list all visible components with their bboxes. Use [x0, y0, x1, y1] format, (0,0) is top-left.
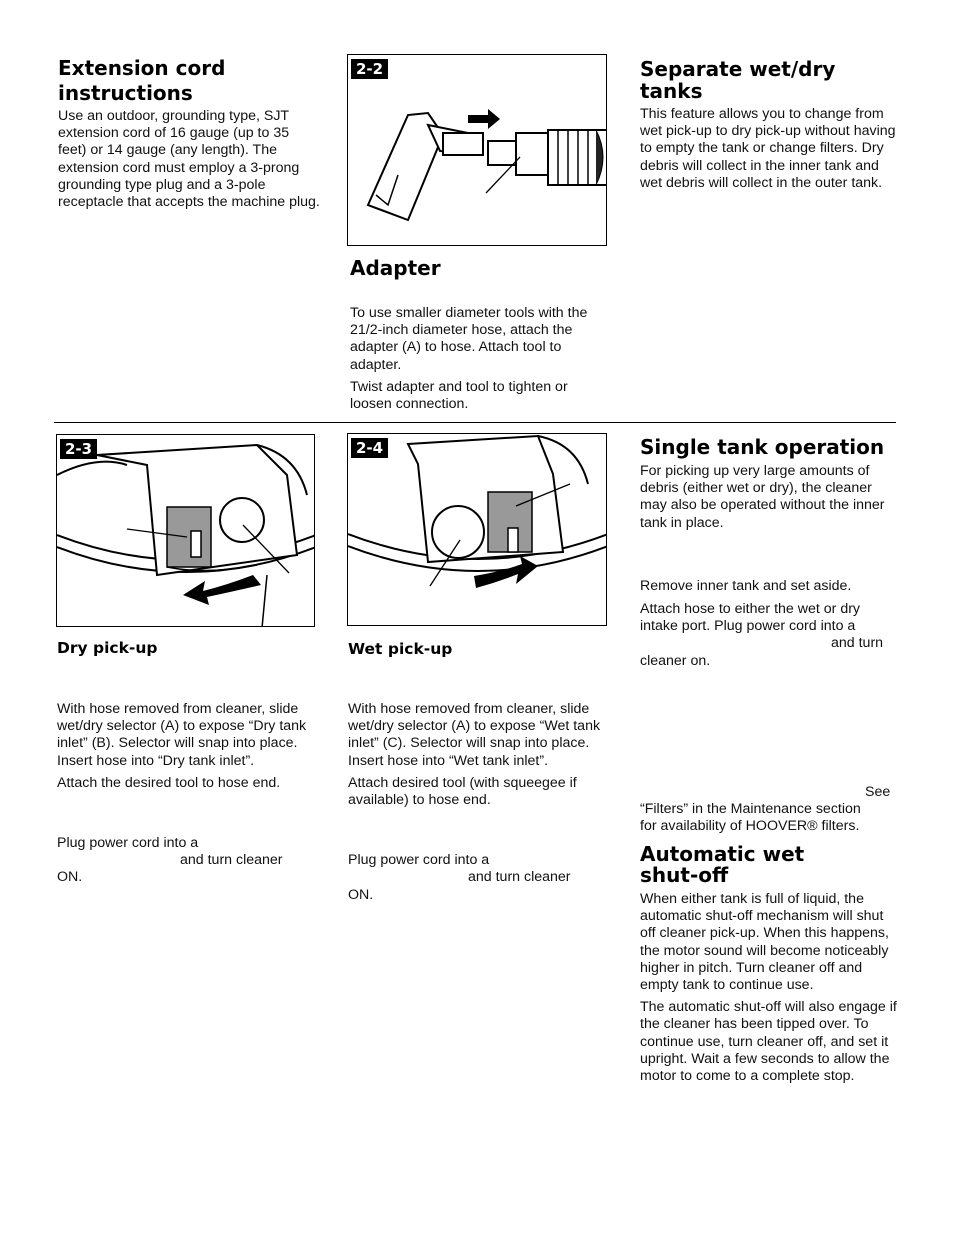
figure-2-4 — [347, 433, 607, 626]
extension-heading-line1: Extension cord — [58, 56, 226, 80]
hose-adapter-illustration — [348, 55, 607, 246]
adapter-paragraph-2: Twist adapter and tool to tighten or loosen connection. — [350, 378, 568, 413]
extension-heading-line2: instructions — [58, 81, 193, 105]
figure-2-3 — [56, 434, 315, 627]
wet-paragraph-3-line1: Plug power cord into a — [348, 852, 490, 869]
dry-pickup-illustration — [57, 435, 315, 627]
auto-heading — [640, 844, 900, 886]
wet-paragraph-1: With hose removed from cleaner, slide wet/dry selector (A) to expose “Wet tank inlet” (C). Selector will snap into place. Insert hose into “Wet tank inlet”. — [348, 701, 601, 769]
separate-heading-line2: tanks — [640, 79, 703, 103]
auto-heading-line1: Automatic wet — [640, 842, 805, 866]
dry-paragraph-3-line3: ON. — [57, 869, 83, 886]
wet-heading: Wet pick-up — [348, 640, 453, 658]
single-see-filters — [640, 784, 900, 836]
single-section — [640, 435, 900, 835]
dry-paragraph-3-line1: Plug power cord into a — [57, 835, 199, 852]
single-paragraph-3 — [640, 601, 900, 670]
separate-heading-line1: Separate wet/dry — [640, 57, 836, 81]
single-paragraph-3-line3: and turn — [831, 635, 884, 652]
single-paragraph-2: Remove inner tank and set aside. — [640, 577, 852, 594]
single-see-line1: See — [865, 783, 891, 800]
dry-paragraph-1: With hose removed from cleaner, slide wet/dry selector (A) to expose “Dry tank inlet” (B). Selector will snap into place. Insert hose into “Dry tank inlet”. — [57, 701, 307, 769]
dry-paragraph-2: Attach the desired tool to hose end. — [57, 774, 281, 791]
extension-heading — [58, 56, 320, 106]
auto-heading-line2: shut-off — [640, 863, 729, 887]
auto-section — [640, 844, 900, 1085]
single-paragraph-3-line2: intake port. Plug power cord into a — [640, 618, 856, 635]
figure-badge: 2-2 — [351, 59, 388, 79]
auto-paragraph-1: When either tank is full of liquid, the automatic shut-off mechanism will shut off cleaner pick-up. When this happens, the motor sound will become noticeably higher in pitch. Turn cleaner off and empty tank to continue use. — [640, 891, 889, 994]
adapter-paragraph-1: To use smaller diameter tools with the 21/2-inch diameter hose, attach the adapter (A) to hose. Attach tool to adapter. — [350, 305, 588, 373]
dry-heading: Dry pick-up — [57, 639, 158, 657]
wet-paragraph-3 — [348, 852, 610, 904]
single-paragraph-3-line4: cleaner on. — [640, 652, 711, 669]
wet-paragraph-3-line2: and turn cleaner — [468, 869, 571, 886]
wet-section — [348, 639, 610, 904]
extension-body: Use an outdoor, grounding type, SJT extension cord of 16 gauge (up to 35 feet) or 14 gauge (any length). The extension cord must employ a 3-prong grounding type plug and a 3-pole receptacle that accepts the machine plug. — [58, 108, 320, 211]
wet-pickup-illustration — [348, 434, 607, 626]
separate-heading — [640, 58, 898, 102]
single-heading: Single tank operation — [640, 435, 885, 459]
single-see-line2: “Filters” in the Maintenance section — [640, 801, 861, 818]
figure-2-2 — [347, 54, 607, 246]
adapter-heading: Adapter — [350, 256, 441, 280]
separate-body: This feature allows you to change from wet pick-up to dry pick-up without having to empty the tank or change filters. Dry debris will collect in the inner tank and wet debris will collect in the outer tank. — [640, 106, 896, 191]
dry-paragraph-3 — [57, 835, 319, 887]
separate-section — [640, 58, 898, 192]
extension-section — [58, 56, 320, 211]
figure-badge: 2-4 — [351, 438, 388, 458]
auto-paragraph-2: The automatic shut-off will also engage if the cleaner has been tipped over. To continue use, turn cleaner off, and set it upright. Wait a few seconds to allow the motor to come to a complete stop. — [640, 999, 897, 1085]
wet-paragraph-2: Attach desired tool (with squeegee if available) to hose end. — [348, 774, 577, 809]
dry-paragraph-3-line2: and turn cleaner — [180, 852, 283, 869]
wet-paragraph-3-line3: ON. — [348, 886, 374, 903]
section-divider — [54, 422, 896, 423]
single-paragraph-1: For picking up very large amounts of debris (either wet or dry), the cleaner may also be operated without the inner tank in place. — [640, 463, 885, 531]
figure-badge: 2-3 — [60, 439, 97, 459]
adapter-section — [350, 256, 608, 413]
single-see-line3: for availability of HOOVER® filters. — [640, 818, 860, 835]
dry-section — [57, 638, 319, 887]
single-paragraph-3-line1: Attach hose to either the wet or dry — [640, 601, 861, 618]
